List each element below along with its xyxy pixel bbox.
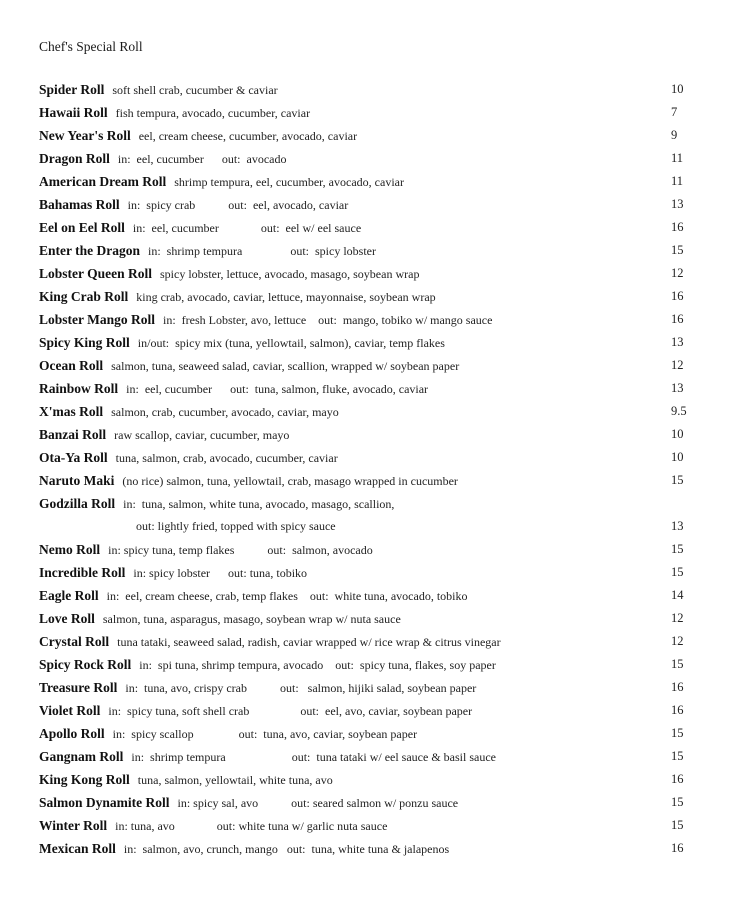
roll-name: Treasure Roll	[39, 680, 118, 695]
roll-name: X'mas Roll	[39, 404, 104, 419]
roll-list	[39, 78, 699, 860]
roll-name: Banzai Roll	[39, 427, 107, 442]
roll-price: 15	[671, 818, 684, 832]
roll-price: 15	[671, 726, 684, 740]
roll-description: in: shrimp tempura out: tuna tataki w/ eel sauce & basil sauce	[131, 750, 496, 764]
menu-item	[39, 745, 699, 768]
roll-price: 10	[671, 450, 684, 464]
roll-description: in: eel, cucumber out: avocado	[117, 152, 287, 166]
roll-name: Dragon Roll	[39, 151, 110, 166]
menu-item	[39, 101, 699, 124]
menu-item	[39, 446, 699, 469]
roll-description: tuna tataki, seaweed salad, radish, caviar wrapped w/ rice wrap & citrus vinegar	[117, 635, 501, 649]
menu-item	[39, 285, 699, 308]
roll-name: Eel on Eel Roll	[39, 220, 125, 235]
menu-item	[39, 837, 699, 860]
menu-item	[39, 814, 699, 837]
roll-price: 15	[671, 795, 684, 809]
roll-description: tuna, salmon, crab, avocado, cucumber, caviar	[115, 451, 338, 465]
roll-description: in: tuna, avo out: white tuna w/ garlic nuta sauce	[115, 819, 388, 833]
roll-price: 15	[671, 542, 684, 556]
roll-price: 10	[671, 82, 684, 96]
roll-price: 16	[671, 312, 684, 326]
roll-description: in: spicy scallop out: tuna, avo, caviar, soybean paper	[112, 727, 418, 741]
roll-description: in: fresh Lobster, avo, lettuce out: mango, tobiko w/ mango sauce	[163, 313, 493, 327]
menu-item	[39, 791, 699, 814]
roll-description: in: spicy tuna, temp flakes out: salmon, avocado	[108, 543, 373, 557]
roll-name: Lobster Queen Roll	[39, 266, 153, 281]
menu-item	[39, 193, 699, 216]
menu-item	[39, 584, 699, 607]
roll-price: 13	[671, 335, 684, 349]
roll-description: in: eel, cucumber out: tuna, salmon, fluke, avocado, caviar	[126, 382, 429, 396]
roll-description: in: spicy tuna, soft shell crab out: eel, avo, caviar, soybean paper	[108, 704, 473, 718]
roll-name: Godzilla Roll	[39, 496, 116, 511]
roll-name: Apollo Roll	[39, 726, 105, 741]
menu-title: Chef's Special Roll	[39, 39, 143, 54]
roll-name: Rainbow Roll	[39, 381, 119, 396]
roll-name: Violet Roll	[39, 703, 101, 718]
menu-item	[39, 147, 699, 170]
roll-description: in: spicy sal, avo out: seared salmon w/ ponzu sauce	[177, 796, 459, 810]
roll-price: 13	[671, 381, 684, 395]
roll-description: salmon, crab, cucumber, avocado, caviar, mayo	[111, 405, 339, 419]
roll-description: in: shrimp tempura out: spicy lobster	[148, 244, 376, 258]
menu-item	[39, 170, 699, 193]
roll-description: tuna, salmon, yellowtail, white tuna, avo	[137, 773, 333, 787]
roll-description: salmon, tuna, seaweed salad, caviar, scallion, wrapped w/ soybean paper	[111, 359, 460, 373]
menu-item	[39, 653, 699, 676]
roll-description: (no rice) salmon, tuna, yellowtail, crab, masago wrapped in cucumber	[122, 474, 458, 488]
roll-price: 11	[671, 151, 684, 165]
roll-price: 12	[671, 611, 684, 625]
menu-item	[39, 308, 699, 331]
roll-description-continued: out: lightly fried, topped with spicy sauce	[136, 519, 336, 533]
roll-name: American Dream Roll	[39, 174, 167, 189]
roll-name: Salmon Dynamite Roll	[39, 795, 170, 810]
roll-name: Hawaii Roll	[39, 105, 108, 120]
menu-item	[39, 239, 699, 262]
menu-item	[39, 262, 699, 285]
roll-name: Bahamas Roll	[39, 197, 120, 212]
roll-price: 15	[671, 473, 684, 487]
menu-item	[39, 722, 699, 745]
roll-name: Ota-Ya Roll	[39, 450, 108, 465]
roll-price: 12	[671, 266, 684, 280]
menu-item	[39, 124, 699, 147]
roll-price: 15	[671, 243, 684, 257]
roll-name: Enter the Dragon	[39, 243, 140, 258]
roll-description: in: salmon, avo, crunch, mango out: tuna, white tuna & jalapenos	[123, 842, 450, 856]
roll-description: in/out: spicy mix (tuna, yellowtail, salmon), caviar, temp flakes	[137, 336, 445, 350]
menu-item-continuation	[39, 515, 699, 538]
roll-price: 15	[671, 657, 684, 671]
roll-price: 16	[671, 220, 684, 234]
roll-description: in: spi tuna, shrimp tempura, avocado out: spicy tuna, flakes, soy paper	[139, 658, 496, 672]
roll-price: 13	[671, 197, 684, 211]
menu-item	[39, 538, 699, 561]
roll-price: 15	[671, 565, 684, 579]
roll-name: Naruto Maki	[39, 473, 115, 488]
roll-description: in: tuna, avo, crispy crab out: salmon, hijiki salad, soybean paper	[125, 681, 477, 695]
roll-price: 15	[671, 749, 684, 763]
roll-name: Love Roll	[39, 611, 95, 626]
menu-item	[39, 561, 699, 584]
roll-description: in: spicy crab out: eel, avocado, caviar	[127, 198, 349, 212]
menu-item	[39, 630, 699, 653]
menu-item	[39, 78, 699, 101]
menu-item	[39, 400, 699, 423]
roll-price: 16	[671, 703, 684, 717]
menu-item	[39, 423, 699, 446]
roll-price: 16	[671, 680, 684, 694]
roll-name: Eagle Roll	[39, 588, 99, 603]
roll-name: Ocean Roll	[39, 358, 104, 373]
roll-description: eel, cream cheese, cucumber, avocado, caviar	[138, 129, 358, 143]
roll-description: king crab, avocado, caviar, lettuce, mayonnaise, soybean wrap	[136, 290, 436, 304]
roll-description: in: eel, cucumber out: eel w/ eel sauce	[132, 221, 362, 235]
roll-name: Incredible Roll	[39, 565, 126, 580]
roll-description: in: eel, cream cheese, crab, temp flakes out: white tuna, avocado, tobiko	[106, 589, 468, 603]
menu-item	[39, 676, 699, 699]
roll-name: Spider Roll	[39, 82, 105, 97]
menu-item	[39, 331, 699, 354]
menu-item	[39, 469, 699, 492]
roll-name: King Kong Roll	[39, 772, 130, 787]
roll-description: raw scallop, caviar, cucumber, mayo	[114, 428, 290, 442]
roll-description: shrimp tempura, eel, cucumber, avocado, caviar	[174, 175, 404, 189]
roll-price: 9	[671, 128, 678, 142]
roll-description: soft shell crab, cucumber & caviar	[112, 83, 278, 97]
menu-item	[39, 216, 699, 239]
menu-item	[39, 699, 699, 722]
roll-name: New Year's Roll	[39, 128, 131, 143]
roll-name: Gangnam Roll	[39, 749, 124, 764]
roll-description: fish tempura, avocado, cucumber, caviar	[115, 106, 311, 120]
roll-name: Spicy Rock Roll	[39, 657, 132, 672]
roll-price: 16	[671, 772, 684, 786]
roll-price: 10	[671, 427, 684, 441]
roll-description: in: spicy lobster out: tuna, tobiko	[133, 566, 308, 580]
roll-name: Lobster Mango Roll	[39, 312, 156, 327]
roll-name: King Crab Roll	[39, 289, 129, 304]
roll-name: Spicy King Roll	[39, 335, 130, 350]
menu-item	[39, 377, 699, 400]
roll-price: 13	[671, 519, 684, 533]
roll-price: 12	[671, 358, 684, 372]
roll-price: 16	[671, 841, 684, 855]
menu-item	[39, 768, 699, 791]
roll-description: spicy lobster, lettuce, avocado, masago, soybean wrap	[160, 267, 420, 281]
roll-price: 16	[671, 289, 684, 303]
roll-name: Nemo Roll	[39, 542, 101, 557]
roll-price: 12	[671, 634, 684, 648]
roll-name: Winter Roll	[39, 818, 108, 833]
menu-item	[39, 354, 699, 377]
menu-item	[39, 492, 699, 515]
roll-price: 11	[671, 174, 684, 188]
roll-price: 14	[671, 588, 684, 602]
roll-name: Crystal Roll	[39, 634, 110, 649]
roll-description: in: tuna, salmon, white tuna, avocado, masago, scallion,	[123, 497, 395, 511]
roll-name: Mexican Roll	[39, 841, 116, 856]
roll-price: 9.5	[671, 404, 687, 418]
roll-price: 7	[671, 105, 678, 119]
roll-description: salmon, tuna, asparagus, masago, soybean wrap w/ nuta sauce	[102, 612, 401, 626]
menu-item	[39, 607, 699, 630]
